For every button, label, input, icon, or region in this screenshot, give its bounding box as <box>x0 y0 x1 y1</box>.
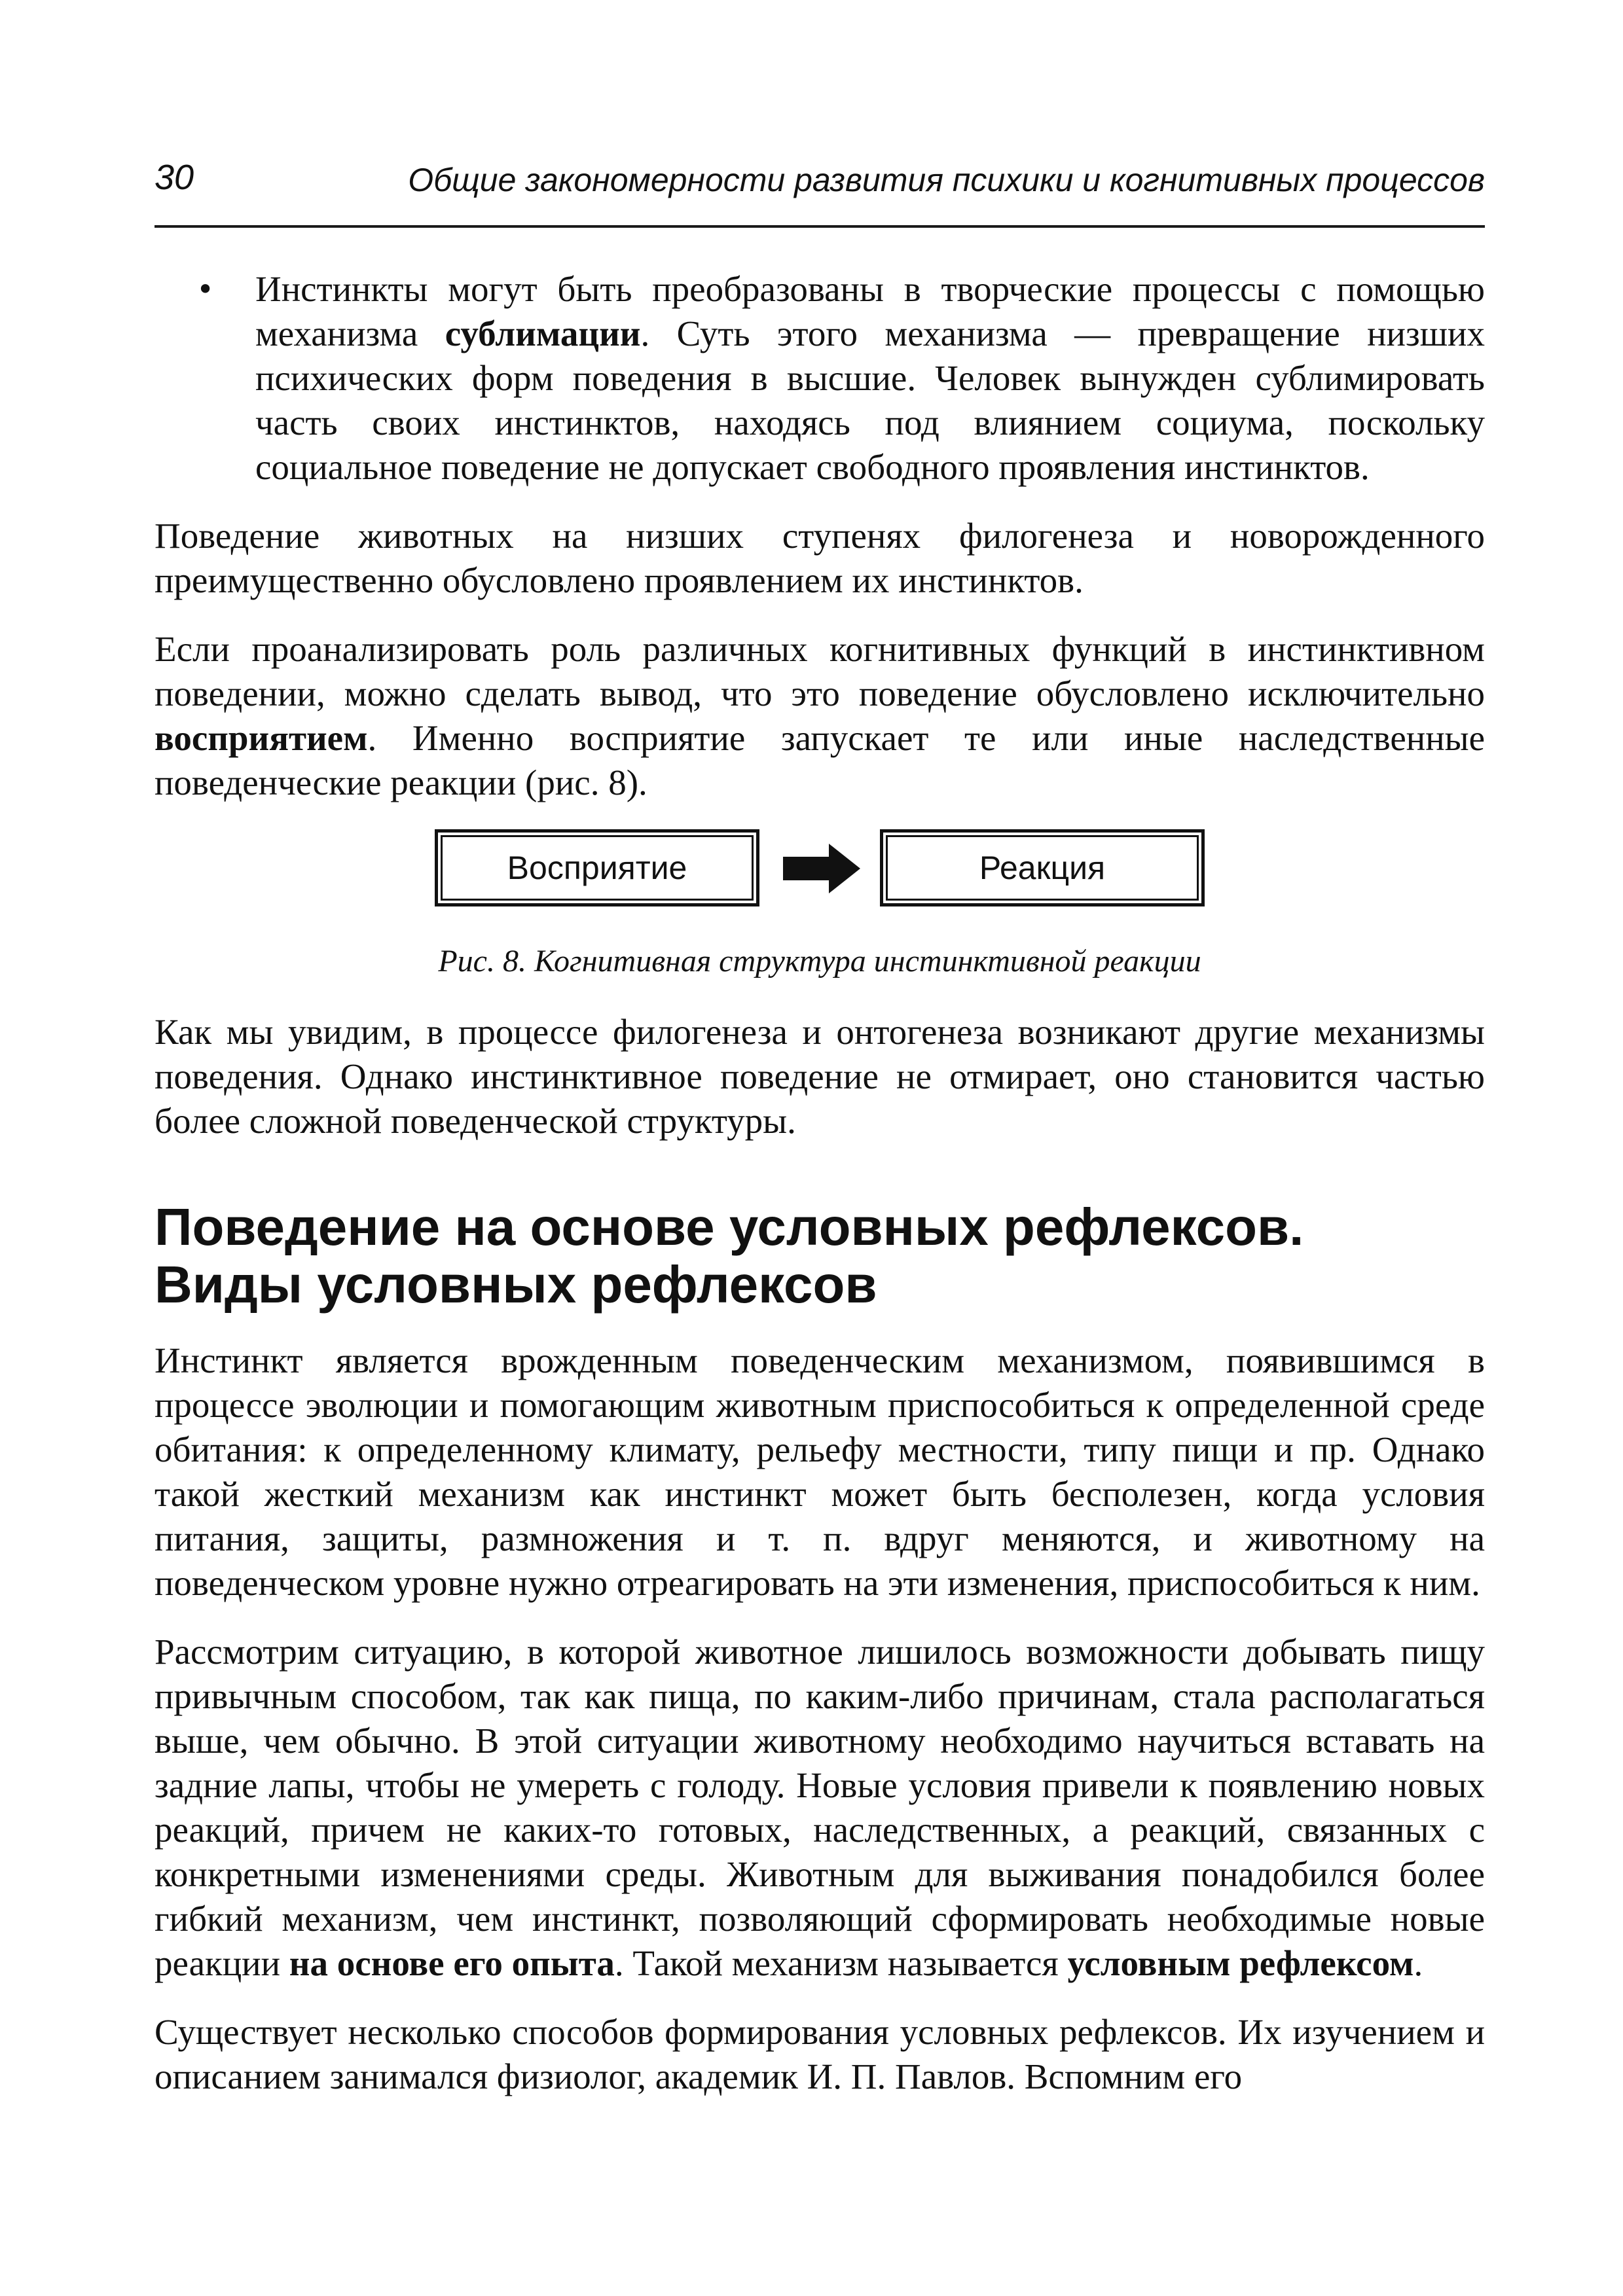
right-arrow-icon <box>783 844 860 893</box>
page-body <box>155 267 1485 2123</box>
paragraph-4: Инстинкт является врожденным поведенческим механизмом, появившимся в процессе эволюции и помогающим животным приспособиться к определенной среде обитания: к определенному климату, рельефу местности, типу пищи и пр. Однако такой жесткий механизм как инстинкт может быть бесполезен, когда условия питания, защиты, размножения и т. п. вдруг меняются, и животному на поведенческом уровне нужно отреагировать на эти изменения, приспособиться к ним. <box>155 1340 1485 1603</box>
figure-8-diagram <box>155 829 1485 914</box>
paragraph-5-part3: . <box>1413 1943 1423 1983</box>
perception-box: Восприятие <box>435 829 759 906</box>
page-number: 30 <box>155 158 194 197</box>
paragraph-6: Существует несколько способов формирования условных рефлексов. Их изучением и описанием занимался физиолог, академик И. П. Павлов. Вспомним его <box>155 2012 1485 2096</box>
paragraph-5-part2: . Такой механизм называется <box>614 1943 1068 1983</box>
paragraph-5 <box>155 1630 1485 1986</box>
paragraph-2 <box>155 627 1485 805</box>
section-title-line-2: Виды условных рефлексов <box>155 1255 877 1314</box>
paragraph-2-part2: . Именно восприятие запускает те или иные наследственные поведенческие реакции (рис. 8). <box>155 718 1485 802</box>
section-title <box>155 1198 1485 1314</box>
paragraph-2-part1: Если проанализировать роль различных когнитивных функций в инстинктивном поведении, можно сделать вывод, что это поведение обусловлено исключительно <box>155 629 1485 713</box>
paragraph-1: Поведение животных на низших ступенях филогенеза и новорожденного преимущественно обусловлено проявлением их инстинктов. <box>155 516 1485 600</box>
paragraph-3: Как мы увидим, в процессе филогенеза и онтогенеза возникают другие механизмы поведения. Однако инстинктивное поведение не отмирает, оно становится частью более сложной поведенческой структуры. <box>155 1012 1485 1141</box>
bullet-bold-term: сублимации <box>445 314 641 353</box>
paragraph-5-bold-1: на основе его опыта <box>289 1943 615 1983</box>
running-title: Общие закономерности развития психики и когнитивных процессов <box>408 162 1485 198</box>
page-header <box>155 149 1485 228</box>
reaction-box: Реакция <box>880 829 1205 906</box>
bullet-text-part2: . Суть этого механизма — превращение низших психических форм поведения в высшие. Человек вынужден сублимировать часть своих инстинктов, находясь под влиянием социума, поскольку социальное поведение не допускает свободного проявления инстинктов. <box>255 314 1485 487</box>
bullet-text-part1: Инстинкты могут быть преобразованы в творческие процессы с помощью механизма <box>255 269 1485 353</box>
bullet-item <box>155 267 1485 490</box>
section-title-line-1: Поведение на основе условных рефлексов. <box>155 1198 1304 1256</box>
paragraph-5-part1: Рассмотрим ситуацию, в которой животное лишилось возможности добывать пищу привычным способом, так как пища, по каким-либо причинам, стала располагаться выше, чем обычно. В этой ситуации животному необходимо научиться вставать на задние лапы, чтобы не умереть с голоду. Новые условия привели к появлению новых реакций, причем не каких-то готовых, наследственных, а реакций, связанных с конкретными изменениями среды. Животным для выживания понадобился более гибкий механизм, чем инстинкт, позволяющий сформировать необходимые новые реакции <box>155 1632 1485 1983</box>
paragraph-2-bold-term: восприятием <box>155 718 368 758</box>
paragraph-5-bold-2: условным рефлексом <box>1067 1943 1414 1983</box>
figure-caption: Рис. 8. Когнитивная структура инстинктивной реакции <box>438 944 1201 978</box>
bullet-icon: • <box>196 272 215 307</box>
